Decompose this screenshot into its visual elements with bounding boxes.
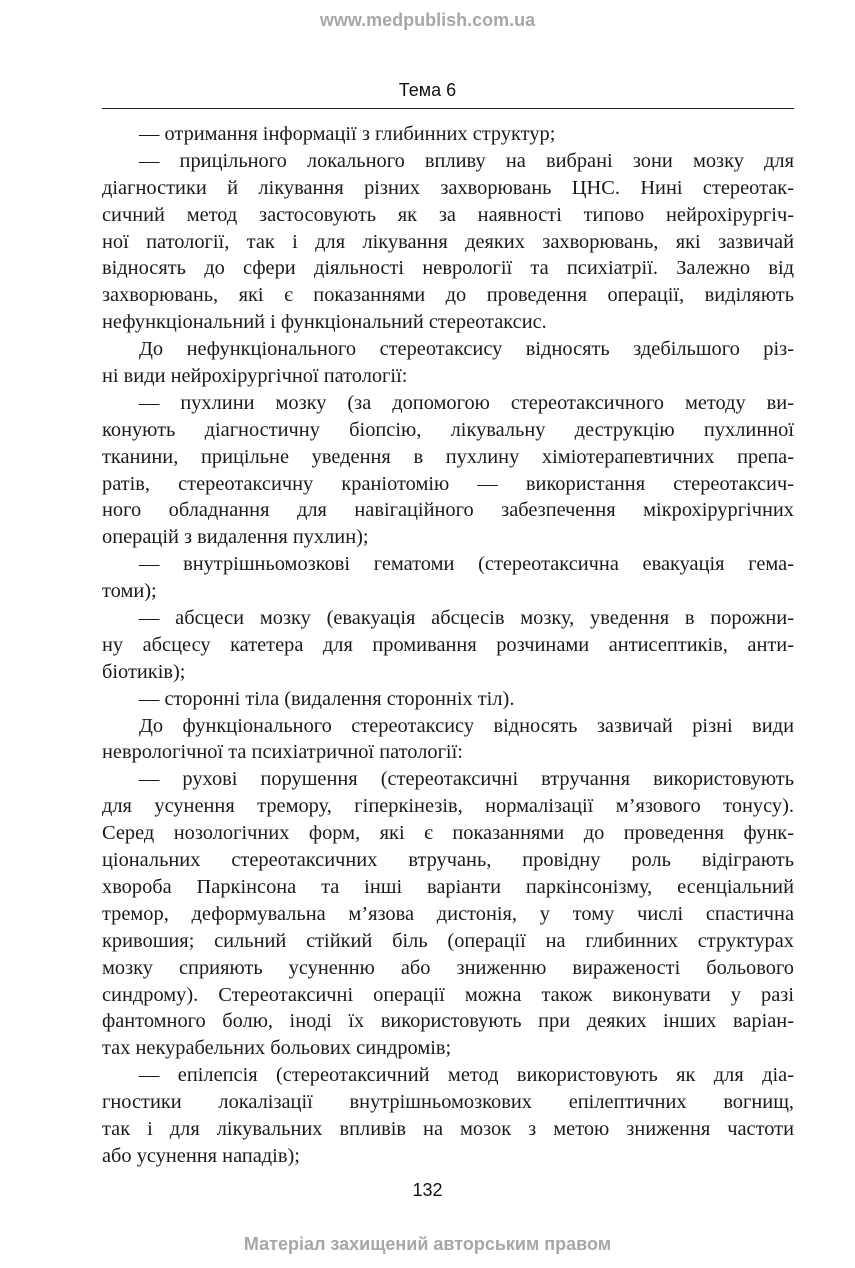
text-line: — отримання інформації з глибинних структур;	[139, 123, 556, 145]
text-line: ратів, стереотаксичну краніотомію — використання стереотаксич-	[102, 472, 794, 495]
text-line: — сторонні тіла (видалення сторонніх тіл).	[139, 687, 515, 710]
text-line: сичний метод застосовують як за наявності типово нейрохірургіч-	[102, 203, 794, 226]
text-line: відносять до сфери діяльності неврології та психіатрії. Залежно від	[102, 257, 794, 280]
text-line: мозку сприяють усуненню або зниженню вираженості больового	[102, 956, 794, 979]
text-line: кривошия; сильний стійкий біль (операції на глибинних структурах	[102, 929, 794, 952]
text-line: До функціонального стереотаксису відносять зазвичай різні види	[139, 714, 794, 737]
text-line: тах некурабельних больових синдромів;	[102, 1037, 452, 1060]
text-line: хвороба Паркінсона та інші варіанти паркінсонізму, есенціальний	[102, 875, 794, 898]
text-line: нефункціональний і функціональний стереотаксис.	[102, 311, 547, 334]
text-line: — внутрішньомозкові гематоми (стереотаксична евакуація гема-	[139, 553, 794, 576]
copyright-watermark: Матеріал захищений авторським правом	[243, 1234, 612, 1254]
text-line: Серед нозологічних форм, які є показаннями до проведення функ-	[102, 822, 794, 845]
text-line: — абсцеси мозку (евакуація абсцесів мозку, уведення в порожни-	[139, 607, 794, 630]
text-line: ної патології, так і для лікування деяких захворювань, які зазвичай	[102, 230, 794, 253]
text-line: біотиків);	[102, 660, 186, 683]
text-line: тканини, прицільне уведення в пухлину хіміотерапевтичних препа-	[102, 445, 794, 468]
text-line: ціональних стереотаксичних втручань, провідну роль відіграють	[102, 849, 794, 872]
text-line: — епілепсія (стереотаксичний метод використовують як для діа-	[139, 1064, 794, 1087]
text-line: синдрому). Стереотаксичні операції можна також виконувати у разі	[102, 983, 794, 1006]
text-line: гностики локалізації внутрішньомозкових епілептичних вогнищ,	[102, 1091, 794, 1114]
text-line: ну абсцесу катетера для промивання розчинами антисептиків, анти-	[102, 633, 794, 656]
text-line: для усунення тремору, гіперкінезів, нормалізації м’язового тонусу).	[102, 795, 794, 818]
running-head: Тема 6	[398, 80, 457, 100]
text-line: захворювань, які є показаннями до проведення операції, виділяють	[102, 284, 794, 307]
text-line: тремор, деформувальна м’язова дистонія, у тому числі спастична	[102, 902, 794, 925]
body-text	[102, 121, 794, 1170]
text-line: томи);	[102, 580, 157, 603]
text-line: — рухові порушення (стереотаксичні втручання використовують	[139, 768, 794, 791]
text-line: операцій з видалення пухлин);	[102, 526, 369, 549]
page-number: 132	[412, 1180, 443, 1200]
text-line: діагностики й лікування різних захворювань ЦНС. Нині стереотак-	[102, 176, 794, 199]
text-line: або усунення нападів);	[102, 1144, 300, 1167]
text-line: — пухлини мозку (за допомогою стереотаксичного методу ви-	[139, 391, 794, 414]
text-line: неврологічної та психіатричної патології:	[102, 741, 463, 764]
header-rule	[102, 108, 794, 109]
text-line: так і для лікувальних впливів на мозок з метою зниження частоти	[102, 1117, 794, 1140]
text-line: — прицільного локального впливу на вибрані зони мозку для	[139, 149, 794, 172]
text-line: ного обладнання для навігаційного забезпечення мікрохірургічних	[102, 499, 794, 522]
text-line: ні види нейрохірургічної патології:	[102, 365, 408, 388]
site-watermark: www.medpublish.com.ua	[319, 10, 536, 30]
text-line: фантомного болю, іноді їх використовують при деяких інших варіан-	[102, 1010, 794, 1033]
text-line: конують діагностичну біопсію, лікувальну деструкцію пухлинної	[102, 418, 794, 441]
text-line: До нефункціонального стереотаксису відносять здебільшого різ-	[139, 338, 794, 361]
